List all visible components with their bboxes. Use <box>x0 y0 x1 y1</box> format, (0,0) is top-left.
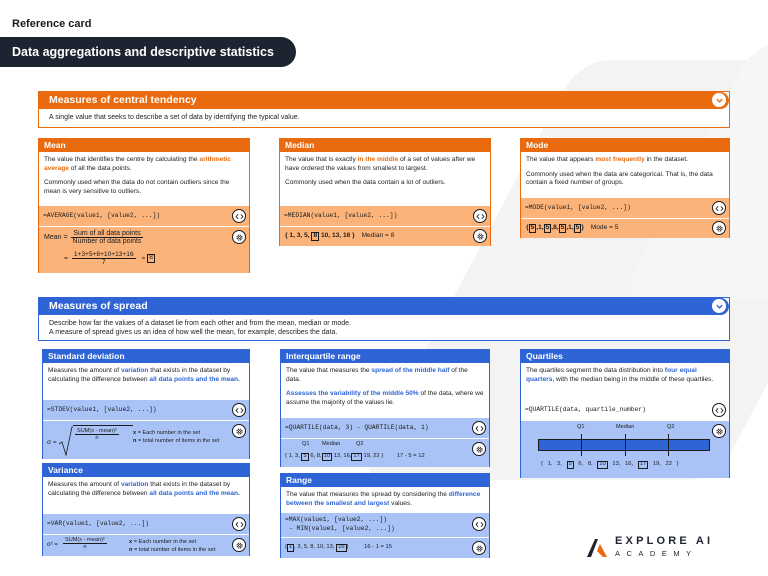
iqr-card <box>280 349 490 467</box>
median-card <box>279 138 491 246</box>
spread-title: Measures of spread <box>49 300 148 312</box>
sqrt-icon <box>59 426 73 456</box>
central-tendency-header <box>39 92 729 109</box>
code-button[interactable] <box>473 209 487 223</box>
gear-icon <box>235 233 244 242</box>
code-icon <box>475 520 484 529</box>
settings-button[interactable] <box>472 442 486 456</box>
collapse-spread-button[interactable] <box>712 299 726 313</box>
settings-button[interactable] <box>232 230 246 244</box>
variance-example: σ² = SUM(x - mean)² n x = Each number in the set n = total number of items in the set <box>43 535 249 556</box>
mean-card <box>38 138 250 273</box>
settings-button[interactable] <box>473 229 487 243</box>
quartiles-card <box>520 349 730 478</box>
mode-formula: =MODE(value1, [value2, ...]) <box>521 198 729 218</box>
chevron-down-icon <box>715 96 724 105</box>
central-tendency-section <box>38 91 730 128</box>
median-example: { 1, 3, 5, 8 10, 13, 16 } Median = 8 <box>280 227 490 246</box>
settings-button[interactable] <box>712 424 726 438</box>
reference-label: Reference card <box>12 18 92 30</box>
settings-button[interactable] <box>712 221 726 235</box>
gear-icon <box>235 541 244 550</box>
median-formula: =MEDIAN(value1, [value2, ...]) <box>280 206 490 226</box>
code-button[interactable] <box>232 403 246 417</box>
mode-example: { 5 ,1, 5 ,8, 5 ,1, 5 } Mode = 5 <box>521 219 729 238</box>
range-description: The value that measures the spread by considering the difference between the smallest and largest values. <box>286 491 481 507</box>
quartiles-example: Q1 Median Q2 { 1, 3, 5 6, 8, 10 13, 16, 17 19, 22 } <box>521 421 729 478</box>
gear-icon <box>475 544 484 553</box>
gear-icon <box>476 232 485 241</box>
mode-title: Mode <box>521 139 729 152</box>
iqr-formula: =QUARTILE(data, 3) - QUARTILE(data, 1) <box>281 418 489 438</box>
gear-icon <box>235 427 244 436</box>
spread-desc: Describe how far the values of a dataset lie from each other and from the mean, median or mode. A measure of spread gives us an idea of how well the mean, for example, describes the data. <box>49 320 351 337</box>
settings-button[interactable] <box>232 538 246 552</box>
code-button[interactable] <box>472 517 486 531</box>
code-icon <box>476 212 485 221</box>
mean-result: 8 <box>149 254 153 262</box>
variance-formula: =VAR(value1, [value2, ...]) <box>43 514 249 534</box>
std-dev-card <box>42 349 250 459</box>
std-dev-fraction: SUM(x - mean)² n <box>77 428 117 441</box>
gear-icon <box>715 224 724 233</box>
logo-line1: EXPLORE AI <box>615 535 714 547</box>
code-icon <box>235 406 244 415</box>
range-example: { 1 , 3, 5, 8, 10, 13, 16 } 16 - 1 = 15 <box>281 538 489 558</box>
median-description: The value that is exactly in the middle of a set of values after we have ordered the values from smallest to largest. Commonly used when the data contain a lot of outliers. <box>285 156 476 187</box>
explore-ai-logo <box>587 536 713 558</box>
code-icon <box>235 212 244 221</box>
code-icon <box>715 406 724 415</box>
gear-icon <box>475 445 484 454</box>
code-button[interactable] <box>712 201 726 215</box>
page-title: Data aggregations and descriptive statistics <box>0 37 296 67</box>
range-formula: =MAX(value1, [value2, ...]) - MIN(value1, [value2, ...]) <box>281 513 489 537</box>
code-icon <box>475 424 484 433</box>
std-dev-formula: =STDEV(value1, [value2, ...]) <box>43 400 249 420</box>
mode-card <box>520 138 730 238</box>
mean-description: The value that identifies the centre by calculating the arithmetic average of all the data points. Commonly used when the data do not contain outliers since the mean is very sensitive to outliers. <box>44 156 231 196</box>
logo-line2: ACADEMY <box>615 549 698 558</box>
code-icon <box>715 204 724 213</box>
code-button[interactable] <box>712 403 726 417</box>
code-button[interactable] <box>232 209 246 223</box>
std-dev-example: σ = SUM(x - mean)² n x = Each number in the set n = total number of items in the set <box>43 421 249 459</box>
variance-fraction: SUM(x - mean)² n <box>65 537 105 550</box>
quartiles-description: The quartiles segment the data distribution into four equal quarters, with the median being in the middle of these quartiles. <box>526 367 714 383</box>
chevron-down-icon <box>715 302 724 311</box>
std-dev-title: Standard deviation <box>43 350 249 363</box>
spread-header <box>39 298 729 315</box>
code-icon <box>235 520 244 529</box>
quartiles-formula: =QUARTILE(data, quartile_number) <box>521 400 729 420</box>
iqr-description: The value that measures the spread of the middle half of the data. Assesses the variability of the middle 50% of the data, where we assume the majority of the values lie. <box>286 367 484 407</box>
variance-title: Variance <box>43 464 249 477</box>
logo-mark-icon <box>587 537 609 557</box>
central-tendency-desc: A single value that seeks to describe a set of data by identifying the typical value. <box>49 114 300 121</box>
collapse-central-button[interactable] <box>712 93 726 107</box>
mean-fraction: $\frac{\text{Sum of all data points}}{\text{Number of data points}}$ <box>72 230 142 245</box>
range-title: Range <box>281 474 489 487</box>
central-tendency-title: Measures of central tendency <box>49 94 197 106</box>
range-card <box>280 473 490 558</box>
variance-description: Measures the amount of variation that exists in the dataset by calculating the difference between all data points and the mean. <box>48 481 240 497</box>
code-button[interactable] <box>232 517 246 531</box>
mode-description: The value that appears most frequently in the dataset. Commonly used when the data are categorical. That is, the data contain a fixed number of groups. <box>526 156 713 187</box>
settings-button[interactable] <box>472 541 486 555</box>
quartile-bar <box>538 439 710 451</box>
iqr-example: Q1 Median Q2 { 1, 3, 5 6, 8, 10 13, 16, 17 19, 22 } 17 - 5 = 12 <box>281 439 489 467</box>
settings-button[interactable] <box>232 424 246 438</box>
std-dev-description: Measures the amount of variation that exists in the dataset by calculating the difference between all data points and the mean. <box>48 367 240 383</box>
mean-calc-fraction: $\frac{1+3+5+8+10+13+16}{7}$ <box>73 251 134 266</box>
code-button[interactable] <box>472 421 486 435</box>
mean-title: Mean <box>39 139 249 152</box>
iqr-title: Interquartile range <box>281 350 489 363</box>
median-title: Median <box>280 139 490 152</box>
mean-example: Mean = $\frac{\text{Sum of all data points}}{\text{Number of data points}}$ = $\frac{1+3+5+8+10+13+16}{7}$ ≈ 8 <box>39 227 249 273</box>
quartiles-title: Quartiles <box>521 350 729 363</box>
spread-section <box>38 297 730 341</box>
gear-icon <box>715 427 724 436</box>
mean-formula: =AVERAGE(value1, [value2, ...]) <box>39 206 249 226</box>
variance-card <box>42 463 250 556</box>
